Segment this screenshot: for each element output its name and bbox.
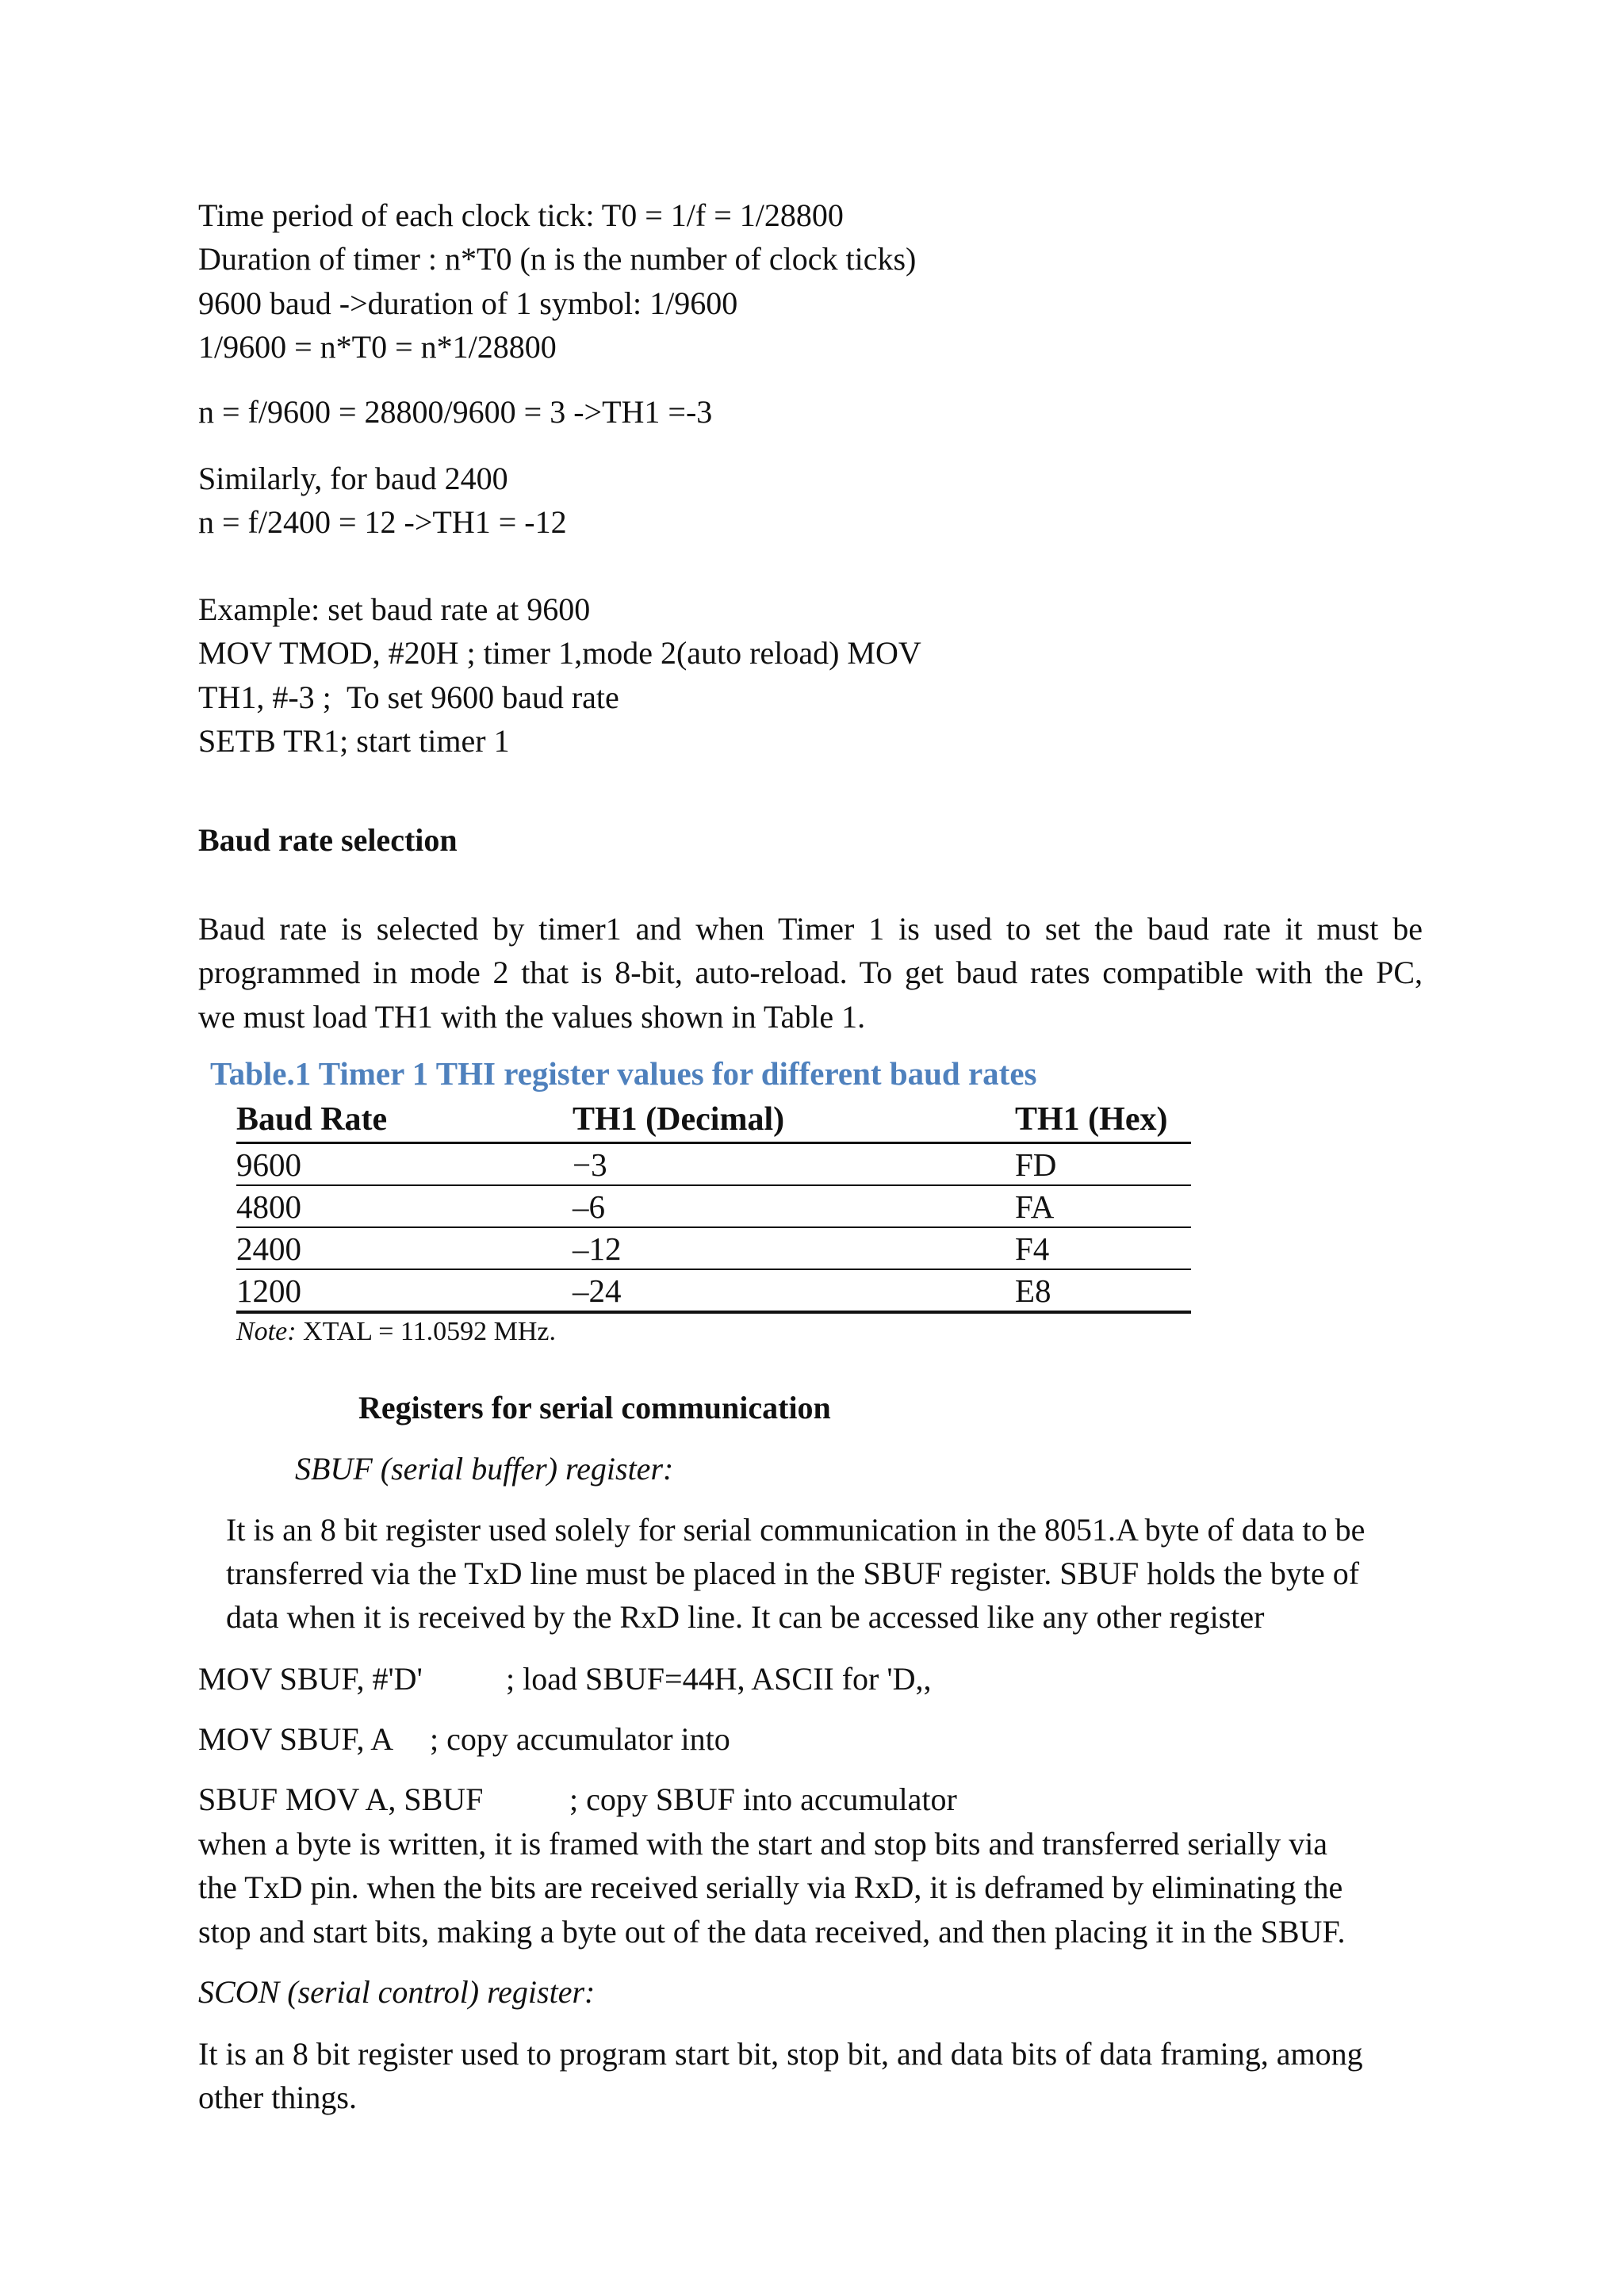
cell-th1-hex: FA [1015, 1188, 1055, 1225]
cell-baud-rate: 9600 [236, 1146, 301, 1183]
section-heading-baud-rate: Baud rate selection [198, 822, 458, 858]
baud-paragraph-line: programmed in mode 2 that is 8-bit, auto-reload. To get baud rates compatible with the PC, [198, 955, 1423, 990]
intro-line: SETB TR1; start timer 1 [198, 723, 510, 759]
header-th1-hex: TH1 (Hex) [1015, 1101, 1168, 1138]
intro-line: Duration of timer : n*T0 (n is the number of clock ticks) [198, 241, 917, 277]
baud-paragraph-line: Baud rate is selected by timer1 and when Timer 1 is used to set the baud rate it must be [198, 911, 1423, 947]
baud-rate-table [236, 1097, 1191, 1347]
scon-paragraph-line: other things. [198, 2080, 357, 2115]
intro-line: MOV TMOD, #20H ; timer 1,mode 2(auto reload) MOV [198, 635, 921, 671]
intro-line: Similarly, for baud 2400 [198, 461, 508, 496]
sbuf-paragraph-line: It is an 8 bit register used solely for serial communication in the 8051.A byte of data to be [226, 1512, 1365, 1548]
code-comment: ; load SBUF=44H, ASCII for 'D,, [506, 1661, 932, 1697]
cell-th1-decimal: –6 [573, 1188, 605, 1225]
sbuf-paragraph-line: transferred via the TxD line must be placed in the SBUF register. SBUF holds the byte of [226, 1556, 1360, 1591]
section-heading-registers: Registers for serial communication [358, 1390, 831, 1425]
cell-baud-rate: 2400 [236, 1230, 301, 1267]
code-comment: ; copy SBUF into accumulator [569, 1781, 957, 1817]
header-th1-decimal: TH1 (Decimal) [573, 1101, 785, 1138]
baud-paragraph-line: we must load TH1 with the values shown in Table 1. [198, 999, 866, 1035]
table-row [236, 1270, 1191, 1314]
table-note-text: XTAL = 11.0592 MHz. [296, 1317, 556, 1346]
cell-th1-hex: F4 [1015, 1230, 1050, 1267]
intro-line: Time period of each clock tick: T0 = 1/f = 1/28800 [198, 197, 844, 233]
scon-paragraph-line: It is an 8 bit register used to program start bit, stop bit, and data bits of data framing, among [198, 2036, 1363, 2072]
table-row [236, 1228, 1191, 1270]
cell-th1-hex: E8 [1015, 1272, 1051, 1309]
table-note [236, 1317, 1191, 1347]
cell-th1-decimal: −3 [573, 1146, 607, 1183]
intro-line: n = f/9600 = 28800/9600 = 3 ->TH1 =-3 [198, 394, 713, 430]
table-row [236, 1144, 1191, 1186]
table-caption: Table.1 Timer 1 THI register values for different baud rates [210, 1055, 1037, 1092]
cell-baud-rate: 4800 [236, 1188, 301, 1225]
intro-line: TH1, #-3 ; To set 9600 baud rate [198, 679, 619, 715]
table-row [236, 1186, 1191, 1228]
table-header-row [236, 1097, 1191, 1144]
code-comment: ; copy accumulator into [430, 1721, 730, 1757]
sbuf-paragraph-line: data when it is received by the RxD line. It can be accessed like any other register [226, 1599, 1265, 1635]
framing-paragraph-line: when a byte is written, it is framed with the start and stop bits and transferred serially via [198, 1826, 1328, 1862]
scon-title: SCON (serial control) register: [198, 1974, 596, 2010]
table-note-label: Note: [236, 1317, 297, 1346]
cell-th1-decimal: –24 [573, 1272, 622, 1309]
sbuf-title: SBUF (serial buffer) register: [295, 1451, 674, 1487]
cell-baud-rate: 1200 [236, 1272, 301, 1309]
intro-line: Example: set baud rate at 9600 [198, 591, 591, 627]
cell-th1-hex: FD [1015, 1146, 1057, 1183]
cell-th1-decimal: –12 [573, 1230, 622, 1267]
intro-line: 9600 baud ->duration of 1 symbol: 1/9600 [198, 285, 738, 321]
code-instruction: SBUF MOV A, SBUF [198, 1781, 484, 1817]
intro-line: 1/9600 = n*T0 = n*1/28800 [198, 329, 557, 365]
code-instruction: MOV SBUF, #'D' [198, 1661, 423, 1697]
intro-line: n = f/2400 = 12 ->TH1 = -12 [198, 504, 567, 540]
framing-paragraph-line: the TxD pin. when the bits are received serially via RxD, it is deframed by eliminating the [198, 1869, 1343, 1905]
framing-paragraph-line: stop and start bits, making a byte out of the data received, and then placing it in the SBUF. [198, 1914, 1346, 1950]
header-baud-rate: Baud Rate [236, 1101, 388, 1138]
code-instruction: MOV SBUF, A [198, 1721, 394, 1757]
